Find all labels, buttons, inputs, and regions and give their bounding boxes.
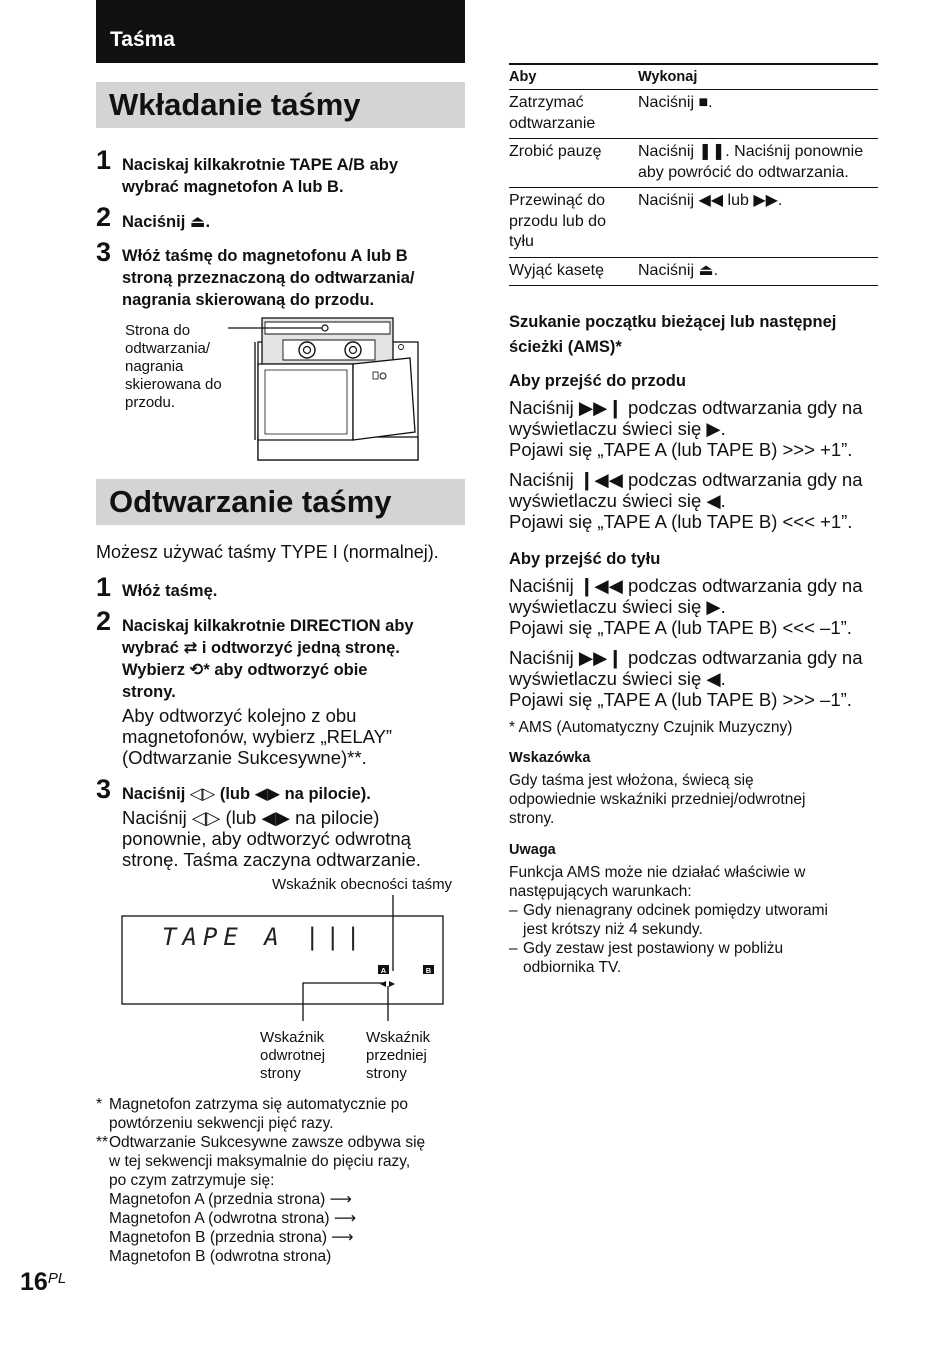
text-line: odwrotnej xyxy=(260,1047,326,1064)
table-cell: przodu lub do xyxy=(509,212,606,230)
table-row xyxy=(509,188,878,258)
page-number-suffix: PL xyxy=(47,1270,67,1287)
text-line: Szukanie początku bieżącej lub następnej xyxy=(509,313,837,331)
text-line: wybrać magnetofon A lub B. xyxy=(122,178,344,196)
text-line: wybrać ⇄ i odtworzyć jedną stronę. xyxy=(122,639,400,657)
step-text xyxy=(122,615,414,703)
text-line: wyświetlaczu świeci się ◀. xyxy=(509,490,726,511)
footnote-double xyxy=(96,1133,466,1266)
text-line: wyświetlaczu świeci się ◀. xyxy=(509,668,726,689)
ams-footnote: * AMS (Automatyczny Czujnik Muzyczny) xyxy=(509,719,793,736)
text-line: Funkcja AMS może nie działać właściwie w xyxy=(509,864,806,881)
footnote-single xyxy=(96,1095,466,1133)
badge-b-text: B xyxy=(425,966,432,975)
step-number: 1 xyxy=(96,572,112,602)
text-line: odtwarzania/ xyxy=(125,340,211,357)
intro-text: Możesz używać taśmy TYPE I (normalnej). xyxy=(96,542,439,562)
reverse-indicator-label xyxy=(260,1029,325,1083)
step-text: Naciśnij ⏏. xyxy=(122,213,211,231)
table-cell: tyłu xyxy=(509,233,534,250)
text-line: (Odtwarzanie Sukcesywne)**. xyxy=(122,747,367,768)
text-line: Naciśnij ▶▶❙ podczas odtwarzania gdy na xyxy=(509,647,863,668)
step-text: Włóż taśmę. xyxy=(122,582,218,600)
table-cell: odtwarzanie xyxy=(509,114,596,132)
text-line: Pojawi się „TAPE A (lub TAPE B) >>> +1”. xyxy=(509,439,853,460)
cassette-deck-illustration xyxy=(225,312,420,464)
text-line: Magnetofon B (przednia strona) ⟶ xyxy=(109,1229,354,1246)
table-header-do: Wykonaj xyxy=(638,69,698,85)
text-line: ścieżki (AMS)* xyxy=(509,338,622,356)
footnotes xyxy=(96,1095,466,1266)
text-line: skierowana do xyxy=(125,376,222,393)
page-number-value: 16 xyxy=(20,1268,48,1296)
step-text xyxy=(122,154,398,198)
text-line: Naciskaj kilkakrotnie DIRECTION aby xyxy=(122,617,414,635)
display-panel-illustration xyxy=(120,893,450,1025)
ams-forward-title: Aby przejść do przodu xyxy=(509,372,686,390)
table-cell: Przewinąć do xyxy=(509,192,606,209)
text-line: Naciśnij ▶▶❙ podczas odtwarzania gdy na xyxy=(509,397,863,418)
table-cell: aby powrócić do odtwarzania. xyxy=(638,163,849,181)
table-cell: Naciśnij ⏏. xyxy=(638,261,719,279)
text-line: po czym zatrzymuje się: xyxy=(109,1172,275,1189)
text-line: wyświetlaczu świeci się ▶. xyxy=(509,596,726,617)
text-line: Pojawi się „TAPE A (lub TAPE B) <<< +1”. xyxy=(509,511,853,532)
table-header-action: Aby xyxy=(509,69,537,85)
step-number: 2 xyxy=(96,606,112,636)
table-cell: Wyjąć kasetę xyxy=(509,261,604,279)
text-line: Magnetofon B (odwrotna strona) xyxy=(109,1248,332,1265)
page-number xyxy=(20,1268,66,1297)
text-line: Odtwarzanie Sukcesywne zawsze odbywa się xyxy=(109,1134,426,1151)
section-title-text: Odtwarzanie taśmy xyxy=(109,484,392,519)
text-line: – Gdy nienagrany odcinek pomiędzy utworami xyxy=(523,902,828,919)
forward-indicator-label xyxy=(366,1029,430,1083)
text-line: Wskaźnik xyxy=(366,1029,431,1046)
text-line: Pojawi się „TAPE A (lub TAPE B) <<< –1”. xyxy=(509,617,852,638)
table-cell: Naciśnij ■. xyxy=(638,94,713,111)
step-number: 3 xyxy=(96,774,112,804)
table-row xyxy=(509,258,878,287)
table-cell: Naciśnij ❚❚. Naciśnij ponownie xyxy=(638,143,864,160)
text-line: – Gdy zestaw jest postawiony w pobliżu xyxy=(523,940,784,957)
section-title-text: Wkładanie taśmy xyxy=(109,87,361,122)
table-cell: Zrobić pauzę xyxy=(509,143,602,160)
text-line: następujących warunkach: xyxy=(509,883,692,900)
ams-forward-item xyxy=(509,469,863,532)
text-line: przedniej xyxy=(366,1047,427,1064)
table-row xyxy=(509,139,878,188)
text-line: Aby odtworzyć kolejno z obu xyxy=(122,705,357,726)
ams-backward-item xyxy=(509,575,863,638)
text-line: strony. xyxy=(122,683,176,701)
section-header-label: Taśma xyxy=(110,28,175,51)
footnote-mark: * xyxy=(96,1096,103,1113)
text-line: stroną przeznaczoną do odtwarzania/ xyxy=(122,269,415,287)
text-line: wyświetlaczu świeci się ▶. xyxy=(509,418,726,439)
text-line: nagrania xyxy=(125,358,184,375)
text-line: Włóż taśmę do magnetofonu A lub B xyxy=(122,247,408,265)
text-line: powtórzeniu sekwencji pięć razy. xyxy=(109,1115,334,1132)
table-cell: Naciśnij ◀◀ lub ▶▶. xyxy=(638,192,783,209)
ams-heading xyxy=(509,310,836,360)
table-header-row xyxy=(509,65,878,90)
table-row xyxy=(509,90,878,139)
note-bullet xyxy=(509,939,878,977)
step-number: 2 xyxy=(96,202,112,232)
footnote-mark: ** xyxy=(96,1134,109,1151)
ams-backward-title: Aby przejść do tyłu xyxy=(509,550,661,568)
text-line: przodu. xyxy=(125,394,176,411)
hint-title: Wskazówka xyxy=(509,750,591,766)
step-number: 1 xyxy=(96,145,112,175)
text-line: magnetofonów, wybierz „RELAY” xyxy=(122,726,393,747)
text-line: ponownie, aby odtworzyć odwrotną xyxy=(122,828,411,849)
badge-a-text: A xyxy=(380,966,387,975)
table-cell: Zatrzymać xyxy=(509,94,584,111)
step-detail xyxy=(122,705,392,768)
text-line: strony. xyxy=(509,810,555,827)
section-title-playing xyxy=(96,479,465,525)
text-line: jest krótszy niż 4 sekundy. xyxy=(523,921,703,938)
step-text xyxy=(122,245,414,311)
step-detail xyxy=(122,807,421,870)
text-line: stronę. Taśma zaczyna odtwarzanie. xyxy=(122,849,421,870)
text-line: nagrania skierowaną do przodu. xyxy=(122,291,375,309)
section-title-inserting xyxy=(96,82,465,128)
cassette-figure-caption xyxy=(125,322,222,412)
text-line: odbiornika TV. xyxy=(523,959,622,976)
note-bullet xyxy=(509,901,878,939)
text-line: Naciśnij ❙◀◀ podczas odtwarzania gdy na xyxy=(509,469,863,490)
lcd-text: TAPE A ∣∣∣ xyxy=(162,923,367,951)
text-line: Magnetofon A (przednia strona) ⟶ xyxy=(109,1191,352,1208)
text-line: strony xyxy=(366,1065,407,1082)
step-number: 3 xyxy=(96,237,112,267)
text-line: Naciśnij ❙◀◀ podczas odtwarzania gdy na xyxy=(509,575,863,596)
text-line: Strona do xyxy=(125,322,191,339)
step-text: Naciśnij ◁▷ (lub ◀▶ na pilocie). xyxy=(122,785,371,803)
note-title: Uwaga xyxy=(509,842,556,858)
text-line: odpowiednie wskaźniki przedniej/odwrotnej xyxy=(509,791,806,808)
text-line: Gdy taśma jest włożona, świecą się xyxy=(509,772,754,789)
text-line: Naciskaj kilkakrotnie TAPE A/B aby xyxy=(122,156,399,174)
note-text xyxy=(509,863,878,977)
text-line: Pojawi się „TAPE A (lub TAPE B) >>> –1”. xyxy=(509,689,852,710)
text-line: Magnetofon zatrzyma się automatycznie po xyxy=(109,1096,408,1113)
control-table xyxy=(509,65,878,286)
text-line: w tej sekwencji maksymalnie do pięciu razy, xyxy=(109,1153,411,1170)
text-line: Wskaźnik xyxy=(260,1029,325,1046)
ams-forward-item xyxy=(509,397,863,460)
section-header xyxy=(96,0,465,63)
text-line: strony xyxy=(260,1065,301,1082)
text-line: Magnetofon A (odwrotna strona) ⟶ xyxy=(109,1210,357,1227)
text-line: Naciśnij ◁▷ (lub ◀▶ na pilocie) xyxy=(122,807,380,828)
text-line: Wybierz ⟲* aby odtworzyć obie xyxy=(122,661,368,679)
tape-presence-label: Wskaźnik obecności taśmy xyxy=(272,876,453,893)
ams-backward-item xyxy=(509,647,863,710)
hint-text xyxy=(509,771,805,828)
